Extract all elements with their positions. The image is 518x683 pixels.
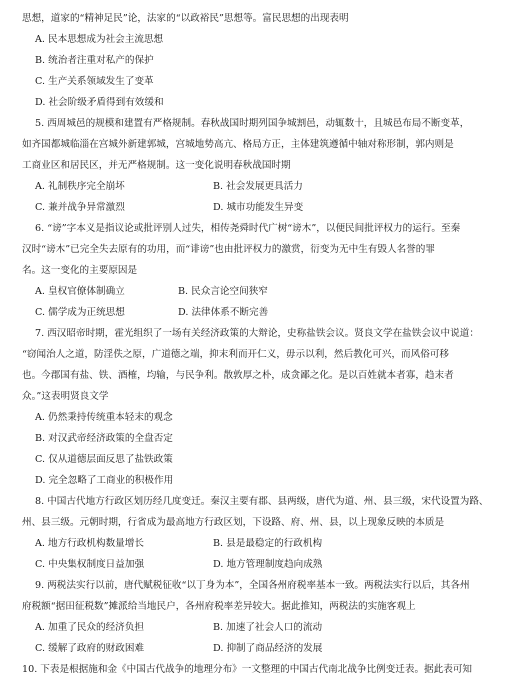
q5-option-d: D. 城市功能发生异变	[213, 202, 304, 213]
q7-option-c: C. 仅从道德层面反思了盐铁政策	[35, 454, 173, 465]
q6-option-c: C. 儒学成为正统思想	[35, 307, 125, 318]
q4-option-d: D. 社会阶级矛盾得到有效缓和	[35, 97, 164, 108]
q9-option-a: A. 加重了民众的经济负担	[35, 622, 144, 633]
q8-option-d: D. 地方管理制度趋向成熟	[213, 559, 323, 570]
q7-option-d: D. 完全忽略了工商业的积极作用	[35, 475, 174, 486]
q6-option-d: D. 法律体系不断完善	[178, 307, 269, 318]
q7-stem-line-4: 众。”这表明贤良文学	[22, 391, 109, 402]
q8-option-b: B. 县是最稳定的行政机构	[213, 538, 323, 549]
q10-stem: 10. 下表是根据施和金《中国古代战争的地理分布》一文整理的中国古代南北战争比例变迁表。据此表可知	[22, 664, 473, 675]
q7-stem-line-2: “窃闻治人之道，防淫佚之原，广道德之端，抑末利而开仁义，毋示以利，然后教化可兴，而风俗可移	[22, 349, 450, 360]
q5-option-c: C. 兼并战争异常激烈	[35, 202, 125, 213]
q5-option-a: A. 礼制秩序完全崩坏	[35, 181, 125, 192]
q8-option-a: A. 地方行政机构数量增长	[35, 538, 144, 549]
q4-option-c: C. 生产关系领域发生了变革	[35, 76, 154, 87]
q9-option-c: C. 缓解了政府的财政困难	[35, 643, 145, 654]
q9-option-b: B. 加速了社会人口的流动	[213, 622, 323, 633]
q4-option-b: B. 统治者注重对私产的保护	[35, 55, 154, 66]
q9-option-d: D. 抑制了商品经济的发展	[213, 643, 323, 654]
q4-stem: 思想，道家的“精神足民”论，法家的“以政裕民”思想等。富民思想的出现表明	[22, 13, 349, 24]
q6-option-a: A. 皇权官僚体制确立	[35, 286, 125, 297]
q7-option-a: A. 仍然秉持传统重本轻末的观念	[35, 412, 173, 423]
q5-stem-line-1: 5. 西周城邑的规模和建置有严格规制。春秋战国时期列国争城割邑，动辄数十，且城邑布局不断变革，	[35, 118, 470, 129]
q5-option-b: B. 社会发展更具活力	[213, 181, 303, 192]
q6-stem-line-3: 名。这一变化的主要原因是	[22, 265, 138, 276]
q8-stem-line-1: 8. 中国古代地方行政区划历经几度变迁。秦汉主要有郡、县两级，唐代为道、州、县三级，宋代设置为路、	[35, 496, 489, 507]
q8-stem-line-2: 州、县三级。元朝时期，行省成为最高地方行政区划，下设路、府、州、县，以上现象反映的本质是	[22, 517, 445, 528]
q7-stem-line-1: 7. 西汉昭帝时期，霍光组织了一场有关经济政策的大辩论，史称盐铁会议。贤良文学在盐铁会议中说道：	[35, 328, 479, 339]
q7-option-b: B. 对汉武帝经济政策的全盘否定	[35, 433, 173, 444]
q4-option-a: A. 民本思想成为社会主流思想	[35, 34, 164, 45]
q9-stem-line-2: 府税额“据田征税数”摊派给当地民户，各州府税率差异较大。据此推知，两税法的实施客观上	[22, 601, 416, 612]
q6-stem-line-1: 6. “谤”字本义是指议论或批评别人过失，相传尧舜时代广树“谤木”，以便民间批评权力的运行。至秦	[35, 223, 461, 234]
q6-option-b: B. 民众言论空间狭窄	[178, 286, 268, 297]
q5-stem-line-3: 工商业区和居民区，并无严格规制。这一变化说明春秋战国时期	[22, 160, 291, 171]
q7-stem-line-3: 也。今郡国有盐、铁、酒榷，均输，与民争利。散敦厚之朴，成贪鄙之化。是以百姓就本者寡，趋末者	[22, 370, 454, 381]
q8-option-c: C. 中央集权制度日益加强	[35, 559, 145, 570]
q6-stem-line-2: 汉时“谤木”已完全失去原有的功用，而“诽谤”也由批评权力的激赏，衍变为无中生有毁人名誉的罪	[22, 244, 435, 255]
q5-stem-line-2: 如齐国都城临淄在宫城外新建郭城，宫城地势高亢、格局方正，主体建筑遵循中轴对称形制，郭内则是	[22, 139, 454, 150]
q9-stem-line-1: 9. 两税法实行以前，唐代赋税征收“以丁身为本”，全国各州府税率基本一致。两税法实行以后，其各州	[35, 580, 470, 591]
